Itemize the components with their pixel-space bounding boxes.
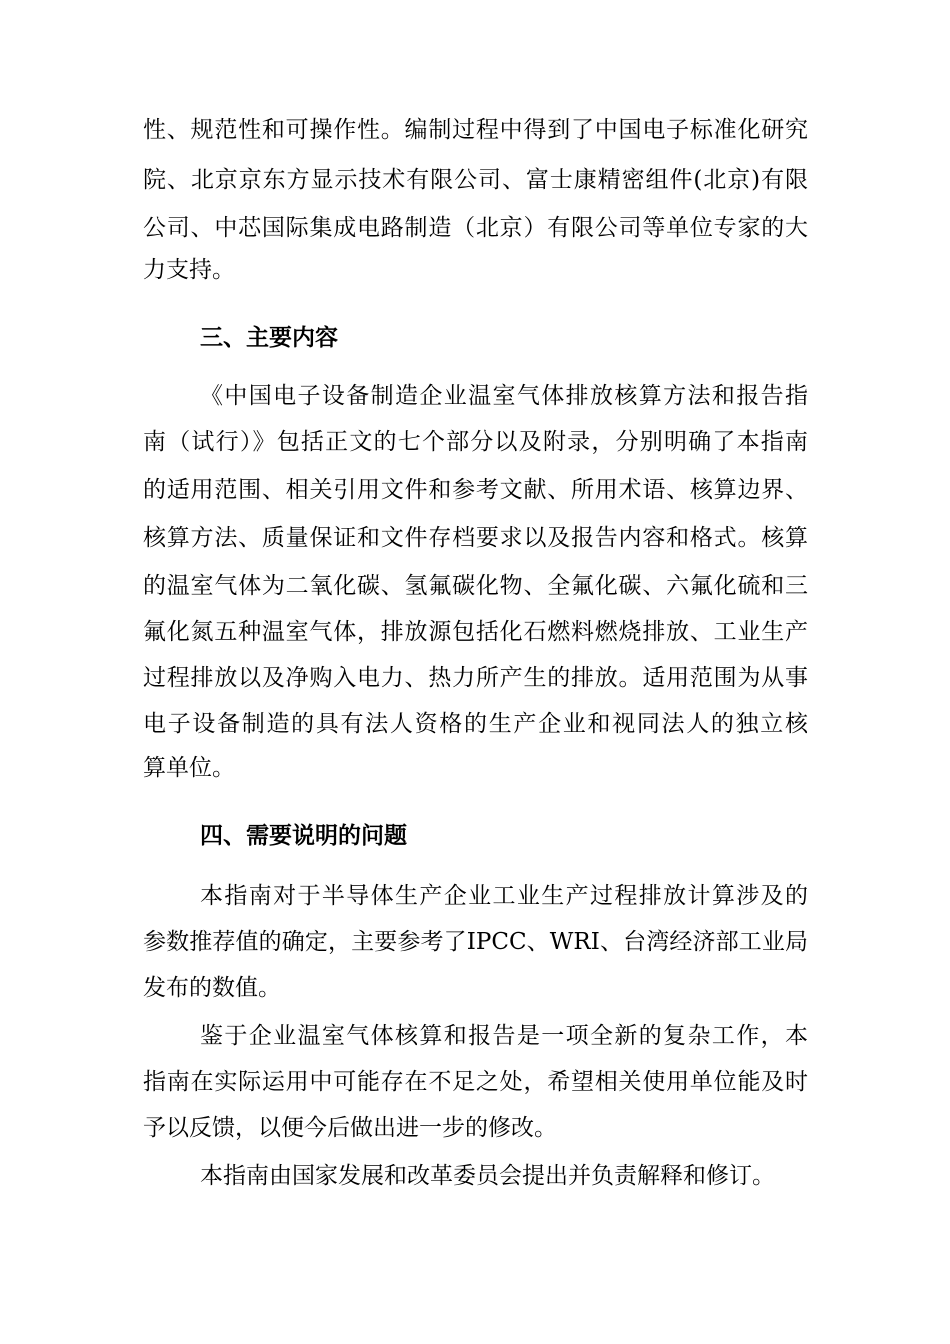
paragraph-line: 《中国电子设备制造企业温室气体排放核算方法和报告指 [200, 383, 808, 409]
paragraph-line: 过程排放以及净购入电力、热力所产生的排放。适用范围为从事 [143, 665, 808, 691]
paragraph-line: 算单位。 [143, 755, 235, 781]
paragraph-line: 鉴于企业温室气体核算和报告是一项全新的复杂工作，本 [200, 1023, 808, 1049]
paragraph-line: 电子设备制造的具有法人资格的生产企业和视同法人的独立核 [143, 711, 808, 737]
section-heading-issues: 四、需要说明的问题 [200, 823, 407, 849]
paragraph-line: 指南在实际运用中可能存在不足之处，希望相关使用单位能及时 [143, 1069, 808, 1095]
paragraph-line: 发布的数值。 [143, 975, 281, 1001]
paragraph-line: 公司、中芯国际集成电路制造（北京）有限公司等单位专家的大 [143, 215, 808, 241]
paragraph-line: 的适用范围、相关引用文件和参考文献、所用术语、核算边界、 [143, 477, 808, 503]
paragraph-line: 予以反馈，以便今后做出进一步的修改。 [143, 1115, 557, 1141]
paragraph-line: 参数推荐值的确定，主要参考了IPCC、WRI、台湾经济部工业局 [143, 929, 808, 955]
paragraph-line: 性、规范性和可操作性。编制过程中得到了中国电子标准化研究 [143, 117, 808, 143]
paragraph-line: 氟化氮五种温室气体，排放源包括化石燃料燃烧排放、工业生产 [143, 619, 808, 645]
section-heading-main-content: 三、主要内容 [200, 325, 338, 351]
paragraph-line: 核算方法、质量保证和文件存档要求以及报告内容和格式。核算 [143, 525, 808, 551]
paragraph-line: 本指南对于半导体生产企业工业生产过程排放计算涉及的 [200, 883, 808, 909]
paragraph-line: 南（试行）》包括正文的七个部分以及附录，分别明确了本指南 [143, 429, 808, 455]
paragraph-line: 力支持。 [143, 257, 235, 283]
paragraph-line: 院、北京京东方显示技术有限公司、富士康精密组件(北京)有限 [143, 167, 808, 193]
paragraph-line: 的温室气体为二氧化碳、氢氟碳化物、全氟化碳、六氟化硫和三 [143, 573, 808, 599]
paragraph-line: 本指南由国家发展和改革委员会提出并负责解释和修订。 [200, 1163, 775, 1189]
